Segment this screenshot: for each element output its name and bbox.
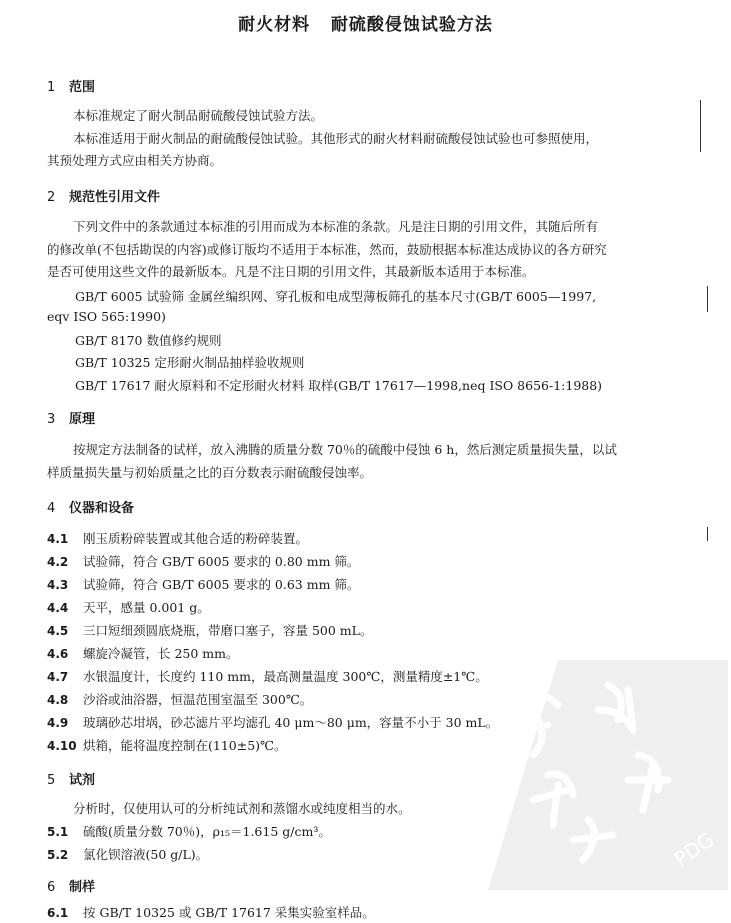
paragraph-line: 分析时，仅使用认可的分析纯试剂和蒸馏水或纯度相当的水。 xyxy=(73,801,411,816)
section-number: 5 xyxy=(47,773,56,788)
item-number: 4.4 xyxy=(47,601,69,615)
section-title: 范围 xyxy=(69,80,96,95)
reference-item-continued: eqv ISO 565:1990) xyxy=(47,309,166,324)
paragraph-line: 是否可使用这些文件的最新版本。凡是不注日期的引用文件，其最新版本适用于本标准。 xyxy=(47,264,535,279)
change-bar xyxy=(707,286,708,312)
item-text: 按 GB/T 10325 或 GB/T 17617 采集实验室样品。 xyxy=(83,905,375,920)
item-text: 玻璃砂芯坩埚，砂芯滤片平均滤孔 40 μm～80 μm，容量不小于 30 mL。 xyxy=(83,715,499,730)
section-1-heading xyxy=(47,76,95,95)
item-text: 烘箱，能将温度控制在(110±5)℃。 xyxy=(83,738,287,753)
section-number: 3 xyxy=(47,412,56,427)
section-title: 试剂 xyxy=(69,773,96,788)
item-number: 4.6 xyxy=(47,647,69,661)
paragraph-line: 下列文件中的条款通过本标准的引用而成为本标准的条款。凡是注日期的引用文件，其随后所有 xyxy=(73,219,599,234)
equipment-item xyxy=(47,552,701,570)
reference-item: GB/T 10325 定形耐火制品抽样验收规则 xyxy=(75,355,305,370)
section-title: 仪器和设备 xyxy=(69,501,135,516)
item-text: 天平，感量 0.001 g。 xyxy=(83,600,210,615)
section-title: 制样 xyxy=(69,880,96,895)
paragraph-line: 按规定方法制备的试样，放入沸腾的质量分数 70％的硫酸中侵蚀 6 h，然后测定质量损失量，以试 xyxy=(73,442,617,457)
section-title: 原理 xyxy=(69,412,96,427)
preparation-item xyxy=(47,903,701,921)
equipment-item xyxy=(47,575,701,593)
item-text: 三口短细颈圆底烧瓶，带磨口塞子，容量 500 mL。 xyxy=(83,623,373,638)
section-4-heading xyxy=(47,497,134,516)
item-number: 4.7 xyxy=(47,670,69,684)
item-text: 氯化钡溶液(50 g/L)。 xyxy=(83,847,209,862)
paragraph-line: 本标准规定了耐火制品耐硫酸侵蚀试验方法。 xyxy=(73,108,324,123)
item-number: 5.1 xyxy=(47,825,69,839)
change-bar xyxy=(700,100,701,152)
equipment-item xyxy=(47,621,701,639)
paragraph-line: 其预处理方式应由相关方协商。 xyxy=(47,153,223,168)
watermark-label: PDG xyxy=(669,827,719,872)
section-5-heading xyxy=(47,769,95,788)
reference-item: GB/T 17617 耐火原料和不定形耐火材料 取样(GB/T 17617—1998,neq ISO 8656-1:1988) xyxy=(75,378,603,393)
paragraph-line: 的修改单(不包括勘误的内容)或修订版均不适用于本标准，然而，鼓励根据本标准达成协议的各方研究 xyxy=(47,242,607,257)
item-number: 5.2 xyxy=(47,848,69,862)
paragraph-line: 本标准适用于耐火制品的耐硫酸侵蚀试验。其他形式的耐火材料耐硫酸侵蚀试验也可参照使用， xyxy=(73,131,599,146)
item-text: 硫酸(质量分数 70％)，ρ₁₅＝1.615 g/cm³。 xyxy=(83,824,331,839)
section-number: 6 xyxy=(47,880,56,895)
item-number: 4.10 xyxy=(47,739,77,753)
item-number: 4.9 xyxy=(47,716,69,730)
change-bar xyxy=(707,527,708,541)
item-text: 螺旋冷凝管，长 250 mm。 xyxy=(83,646,239,661)
paragraph-line: 样质量损失量与初始质量之比的百分数表示耐硫酸侵蚀率。 xyxy=(47,465,373,480)
section-number: 2 xyxy=(47,190,56,205)
item-text: 试验筛，符合 GB/T 6005 要求的 0.80 mm 筛。 xyxy=(83,554,360,569)
item-text: 沙浴或油浴器，恒温范围室温至 300℃。 xyxy=(83,692,313,707)
section-3-heading xyxy=(47,408,95,427)
section-number: 1 xyxy=(47,80,56,95)
reference-item: GB/T 8170 数值修约规则 xyxy=(75,333,222,348)
item-number: 4.8 xyxy=(47,693,69,707)
item-number: 6.1 xyxy=(47,906,69,920)
item-number: 4.5 xyxy=(47,624,69,638)
equipment-item xyxy=(47,529,701,547)
item-text: 试验筛，符合 GB/T 6005 要求的 0.63 mm 筛。 xyxy=(83,577,360,592)
section-number: 4 xyxy=(47,501,56,516)
item-text: 刚玉质粉碎装置或其他合适的粉碎装置。 xyxy=(83,531,309,546)
section-2-heading xyxy=(47,186,160,205)
item-number: 4.3 xyxy=(47,578,69,592)
section-title: 规范性引用文件 xyxy=(69,190,161,205)
item-number: 4.2 xyxy=(47,555,69,569)
document-title: 耐火材料 耐硫酸侵蚀试验方法 xyxy=(238,15,493,35)
item-text: 水银温度计，长度约 110 mm，最高测量温度 300℃，测量精度±1℃。 xyxy=(83,669,488,684)
watermark-stamp xyxy=(488,660,728,890)
reference-item: GB/T 6005 试验筛 金属丝编织网、穿孔板和电成型薄板筛孔的基本尺寸(GB/T 6005—1997, xyxy=(75,289,597,304)
item-number: 4.1 xyxy=(47,532,69,546)
section-6-heading xyxy=(47,876,95,895)
equipment-item xyxy=(47,598,701,616)
